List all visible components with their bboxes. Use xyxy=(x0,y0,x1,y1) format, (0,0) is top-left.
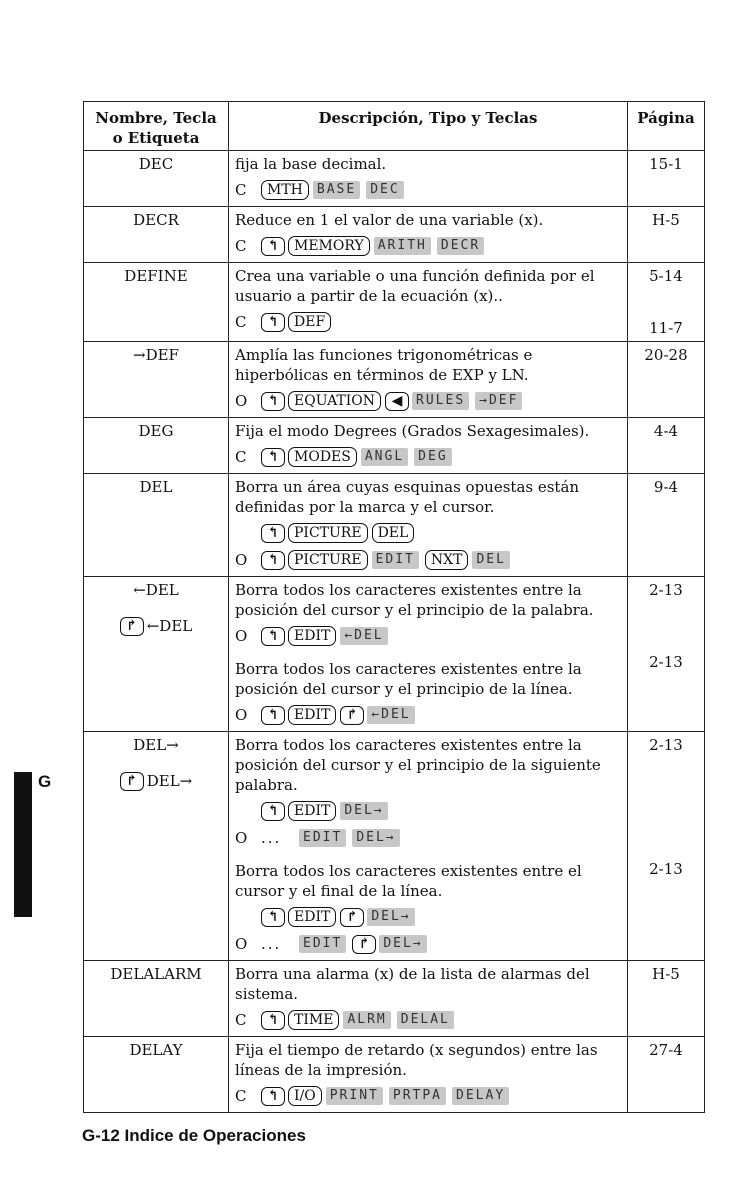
keyboard-key: EDIT xyxy=(288,626,336,646)
key-sequence xyxy=(235,906,621,928)
menu-softkey: DEL→ xyxy=(340,802,387,820)
key-sequence xyxy=(235,800,621,822)
shift-key-icon: ↰ xyxy=(261,313,285,332)
key-sequence xyxy=(235,390,621,412)
operation-type: C xyxy=(235,313,247,331)
menu-softkey: BASE xyxy=(313,181,360,199)
description-text: Borra un área cuyas esquinas opuestas están definidas por la marca y el cursor. xyxy=(235,478,580,516)
page-number xyxy=(628,418,705,474)
description-text: Borra todos los caracteres existentes entre la posición del cursor y el principio de la línea. xyxy=(235,660,582,698)
operation-type: O xyxy=(235,935,248,953)
shift-key-icon: ↰ xyxy=(261,802,285,821)
operation-description xyxy=(229,474,628,577)
operation-type: O xyxy=(235,627,248,645)
page-number xyxy=(628,732,705,961)
table-row xyxy=(84,151,705,207)
menu-softkey: DECR xyxy=(437,237,484,255)
key-sequence xyxy=(235,1085,621,1107)
key-sequence xyxy=(235,704,621,726)
description-text: Borra todos los caracteres existentes entre la posición del cursor y el principio de la siguiente palabra. xyxy=(235,736,601,794)
description-text: Amplía las funciones trigonométricas e hiperbólicas en términos de EXP y LN. xyxy=(235,346,533,384)
operation-description xyxy=(229,263,628,342)
shift-key-icon: ↰ xyxy=(261,237,285,256)
operation-type: O xyxy=(235,829,248,847)
operation-name xyxy=(84,263,229,342)
page-text: H-5 xyxy=(652,211,680,229)
operation-name xyxy=(84,961,229,1037)
name-text: DEL xyxy=(139,478,173,496)
keyboard-key: I/O xyxy=(288,1086,322,1106)
page-number xyxy=(628,263,705,342)
shift-key-icon: ↰ xyxy=(261,908,285,927)
key-sequence xyxy=(235,549,621,571)
operation-description xyxy=(229,207,628,263)
page-text: 2-13 xyxy=(649,581,683,599)
operation-description xyxy=(229,151,628,207)
subentry-spacer xyxy=(90,600,222,616)
key-sequence xyxy=(235,827,621,849)
menu-softkey: EDIT xyxy=(299,829,346,847)
menu-softkey: DEG xyxy=(414,448,451,466)
operation-name xyxy=(84,732,229,961)
key-sequence xyxy=(235,933,621,955)
keyboard-key: MEMORY xyxy=(288,236,370,256)
table-row xyxy=(84,263,705,342)
table-body xyxy=(84,151,705,1113)
page-number xyxy=(628,207,705,263)
menu-softkey: ALRM xyxy=(343,1011,390,1029)
operation-description xyxy=(229,732,628,961)
menu-softkey: ARITH xyxy=(374,237,431,255)
operation-description xyxy=(229,418,628,474)
keyboard-key: MODES xyxy=(288,447,357,467)
page-text: 4-4 xyxy=(653,422,679,440)
operation-name xyxy=(84,474,229,577)
menu-softkey: DELAL xyxy=(397,1011,454,1029)
name-text: DELAY xyxy=(129,1041,183,1059)
operation-type: C xyxy=(235,237,247,255)
keyboard-key: EQUATION xyxy=(288,391,381,411)
name-text: ←DEL xyxy=(133,581,179,599)
operation-name xyxy=(84,151,229,207)
shift-key-icon: ↰ xyxy=(261,1011,285,1030)
section-tab-label: G xyxy=(38,772,52,791)
menu-softkey: →DEF xyxy=(475,392,522,410)
page-text: 5-14 xyxy=(649,267,683,285)
operation-name xyxy=(84,342,229,418)
key-sequence xyxy=(235,1009,621,1031)
keyboard-key: TIME xyxy=(288,1010,339,1030)
page-number xyxy=(628,961,705,1037)
subentry-description xyxy=(235,659,621,726)
description-text: Fija el modo Degrees (Grados Sexagesimales). xyxy=(235,422,590,440)
description-text: Borra todos los caracteres existentes entre el cursor y el final de la línea. xyxy=(235,862,582,900)
menu-softkey: DEC xyxy=(366,181,403,199)
page-number xyxy=(628,151,705,207)
shift-key-icon: ↰ xyxy=(261,392,285,411)
description-text: Borra una alarma (x) de la lista de alarmas del sistema. xyxy=(235,965,590,1003)
operation-description xyxy=(229,342,628,418)
shift-key-icon: ↰ xyxy=(261,706,285,725)
description-text: fija la base decimal. xyxy=(235,155,387,173)
keyboard-key: DEF xyxy=(288,312,331,332)
table-row xyxy=(84,474,705,577)
operation-description xyxy=(229,961,628,1037)
page-text-2: 11-7 xyxy=(649,319,683,337)
ellipsis: ... xyxy=(261,829,282,847)
keyboard-key: PICTURE xyxy=(288,523,368,543)
shift-key-icon: ↱ xyxy=(340,908,364,927)
table-row xyxy=(84,1037,705,1113)
menu-softkey: DEL→ xyxy=(379,935,426,953)
key-sequence xyxy=(235,625,621,647)
operation-type: C xyxy=(235,448,247,466)
keyboard-key: MTH xyxy=(261,180,309,200)
shift-key-icon: ↱ xyxy=(352,935,376,954)
header-page: Página xyxy=(628,102,705,151)
operations-index-table xyxy=(83,101,705,1113)
shift-key-icon: ↱ xyxy=(340,706,364,725)
operation-type: C xyxy=(235,1087,247,1105)
menu-softkey: DEL→ xyxy=(367,908,414,926)
page-number xyxy=(628,577,705,732)
operation-name xyxy=(84,418,229,474)
description-text: Reduce en 1 el valor de una variable (x). xyxy=(235,211,544,229)
operation-type: O xyxy=(235,392,248,410)
menu-softkey: PRINT xyxy=(326,1087,383,1105)
menu-softkey: RULES xyxy=(412,392,469,410)
subentry-name-text: ←DEL xyxy=(146,617,193,635)
shift-key-icon: ↰ xyxy=(261,524,285,543)
keyboard-key: PICTURE xyxy=(288,550,368,570)
table-header-row xyxy=(84,102,705,151)
keyboard-key: NXT xyxy=(425,550,469,570)
keyboard-key: EDIT xyxy=(288,705,336,725)
page-text: H-5 xyxy=(652,965,680,983)
page-footer: G-12 Indice de Operaciones xyxy=(82,1126,306,1145)
subentry-name xyxy=(90,771,222,791)
table-row xyxy=(84,418,705,474)
menu-softkey: DEL→ xyxy=(352,829,399,847)
operation-type: O xyxy=(235,706,248,724)
subentry-name xyxy=(90,616,222,636)
shift-key-icon: ↰ xyxy=(261,627,285,646)
section-tab-marker xyxy=(14,772,32,917)
table-row xyxy=(84,577,705,732)
description-text: Crea una variable o una función definida por el usuario a partir de la ecuación (x).. xyxy=(235,267,595,305)
description-text: Borra todos los caracteres existentes entre la posición del cursor y el principio de la palabra. xyxy=(235,581,594,619)
key-sequence xyxy=(235,522,621,544)
key-sequence xyxy=(235,179,621,201)
name-text: DEL→ xyxy=(133,736,179,754)
name-text: DEG xyxy=(138,422,174,440)
name-text: DEFINE xyxy=(124,267,188,285)
page-text: 9-4 xyxy=(653,478,679,496)
menu-softkey: EDIT xyxy=(299,935,346,953)
shift-key-icon: ◀ xyxy=(385,392,409,411)
shift-key-icon: ↰ xyxy=(261,448,285,467)
menu-softkey: PRTPA xyxy=(389,1087,446,1105)
key-sequence xyxy=(235,446,621,468)
name-text: DEC xyxy=(138,155,174,173)
name-text: DELALARM xyxy=(110,965,202,983)
page-text: 15-1 xyxy=(649,155,683,173)
page-number xyxy=(628,342,705,418)
description-text: Fija el tiempo de retardo (x segundos) entre las líneas de la impresión. xyxy=(235,1041,598,1079)
subentry-page: 2-13 xyxy=(649,653,683,671)
table-row xyxy=(84,961,705,1037)
keyboard-key: EDIT xyxy=(288,801,336,821)
page-number xyxy=(628,474,705,577)
ellipsis: ... xyxy=(261,935,282,953)
shift-key-icon: ↰ xyxy=(261,551,285,570)
operation-type: O xyxy=(235,551,248,569)
name-text: →DEF xyxy=(133,346,179,364)
table-row xyxy=(84,342,705,418)
operation-type: C xyxy=(235,181,247,199)
page-text: 2-13 xyxy=(649,736,683,754)
header-name: Nombre, Tecla o Etiqueta xyxy=(84,102,229,151)
header-description: Descripción, Tipo y Teclas xyxy=(229,102,628,151)
menu-softkey: ANGL xyxy=(361,448,408,466)
subentry-description xyxy=(235,861,621,955)
table-row xyxy=(84,207,705,263)
menu-softkey: EDIT xyxy=(372,551,419,569)
page-number xyxy=(628,1037,705,1113)
key-sequence xyxy=(235,235,621,257)
key-sequence xyxy=(235,311,621,333)
right-shift-icon: ↱ xyxy=(120,617,144,636)
table-row xyxy=(84,732,705,961)
menu-softkey: ←DEL xyxy=(340,627,387,645)
operation-name xyxy=(84,207,229,263)
page-text: 27-4 xyxy=(649,1041,683,1059)
menu-softkey: DEL xyxy=(472,551,509,569)
operation-description xyxy=(229,1037,628,1113)
subentry-name-text: DEL→ xyxy=(146,772,193,790)
page-text: 20-28 xyxy=(644,346,688,364)
right-shift-icon: ↱ xyxy=(120,772,144,791)
shift-key-icon: ↰ xyxy=(261,1087,285,1106)
keyboard-key: EDIT xyxy=(288,907,336,927)
operation-name xyxy=(84,577,229,732)
operation-name xyxy=(84,1037,229,1113)
operation-description xyxy=(229,577,628,732)
subentry-page: 2-13 xyxy=(649,860,683,878)
name-text: DECR xyxy=(133,211,179,229)
menu-softkey: DELAY xyxy=(452,1087,509,1105)
menu-softkey: ←DEL xyxy=(367,706,414,724)
subentry-spacer xyxy=(90,755,222,771)
operation-type: C xyxy=(235,1011,247,1029)
keyboard-key: DEL xyxy=(372,523,415,543)
